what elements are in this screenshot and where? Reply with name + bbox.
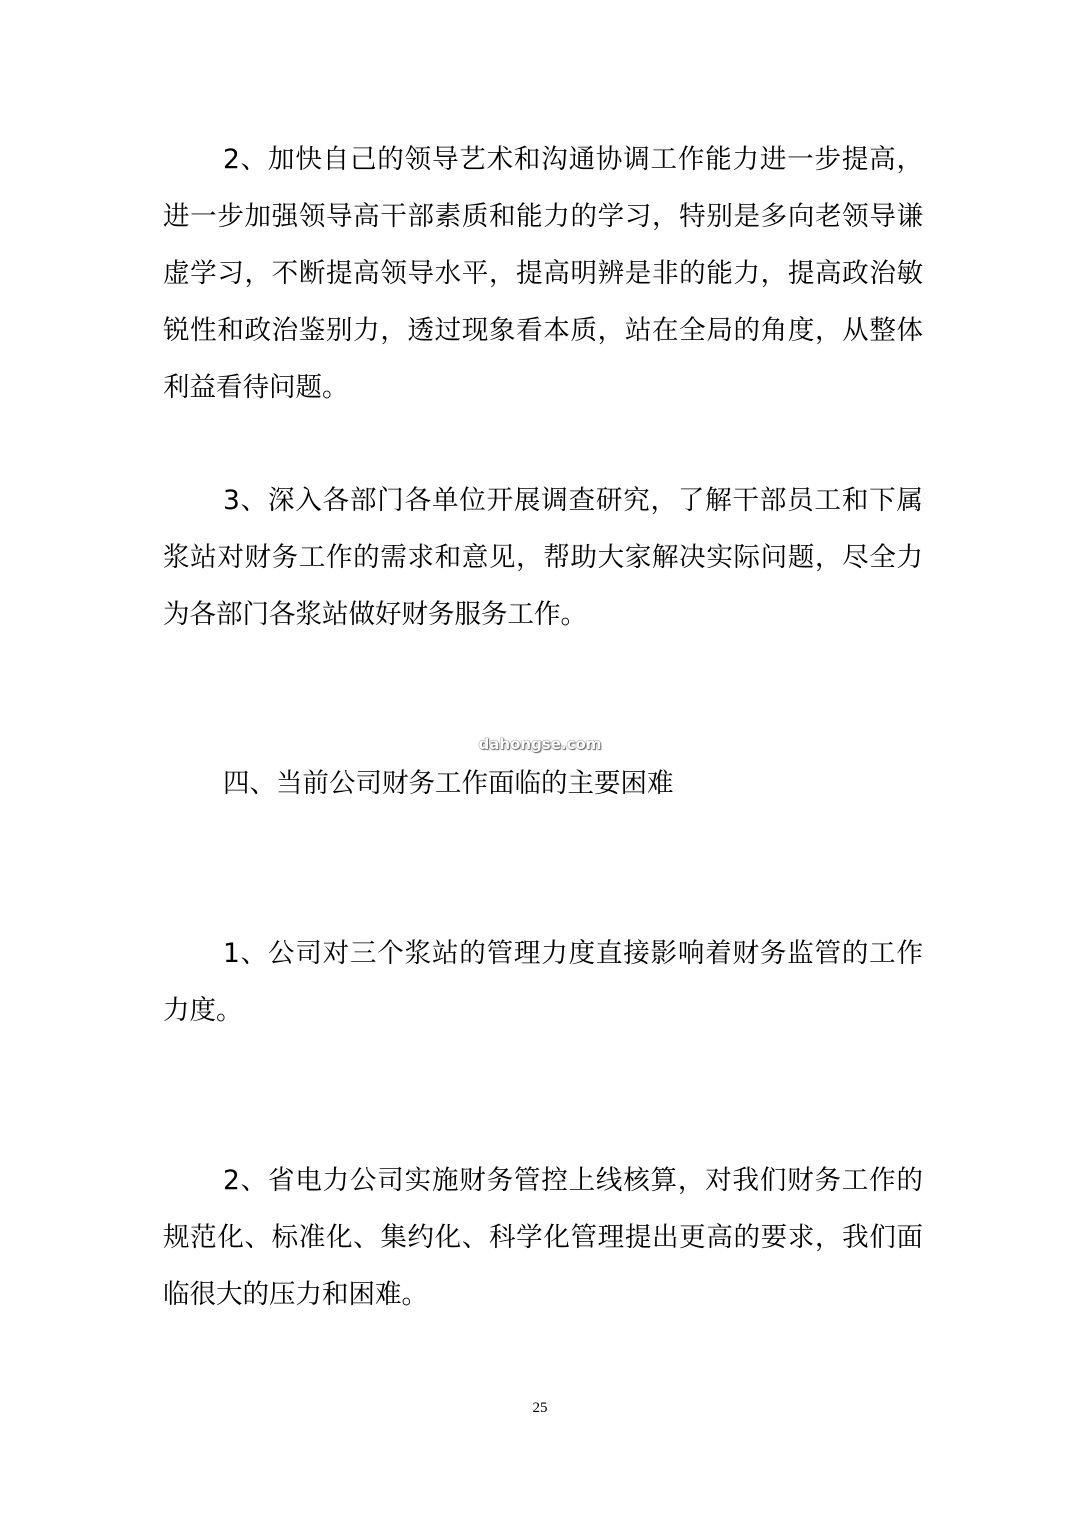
- paragraph-department-research: 3、深入各部门各单位开展调查研究，了解干部员工和下属浆站对财务工作的需求和意见，帮助大家解决实际问题，尽全力为各部门各浆站做好财务服务工作。: [163, 485, 923, 630]
- paragraph-management-intensity: 1、公司对三个浆站的管理力度直接影响着财务监管的工作力度。: [163, 938, 923, 1026]
- watermark-text: dahongse.com: [478, 735, 602, 753]
- section-heading-main-difficulties: 四、当前公司财务工作面临的主要困难: [223, 768, 674, 799]
- page-number: 25: [532, 1400, 548, 1416]
- paragraph-financial-control-pressure: 2、省电力公司实施财务管控上线核算，对我们财务工作的规范化、标准化、集约化、科学化管理提出更高的要求，我们面临很大的压力和困难。: [163, 1165, 923, 1310]
- paragraph-leadership-improvement: 2、加快自己的领导艺术和沟通协调工作能力进一步提高，进一步加强领导高干部素质和能力的学习，特别是多向老领导谦虚学习，不断提高领导水平，提高明辨是非的能力，提高政治敏锐性和政治鉴别力，透过现象看本质，站在全局的角度，从整体利益看待问题。: [163, 144, 923, 403]
